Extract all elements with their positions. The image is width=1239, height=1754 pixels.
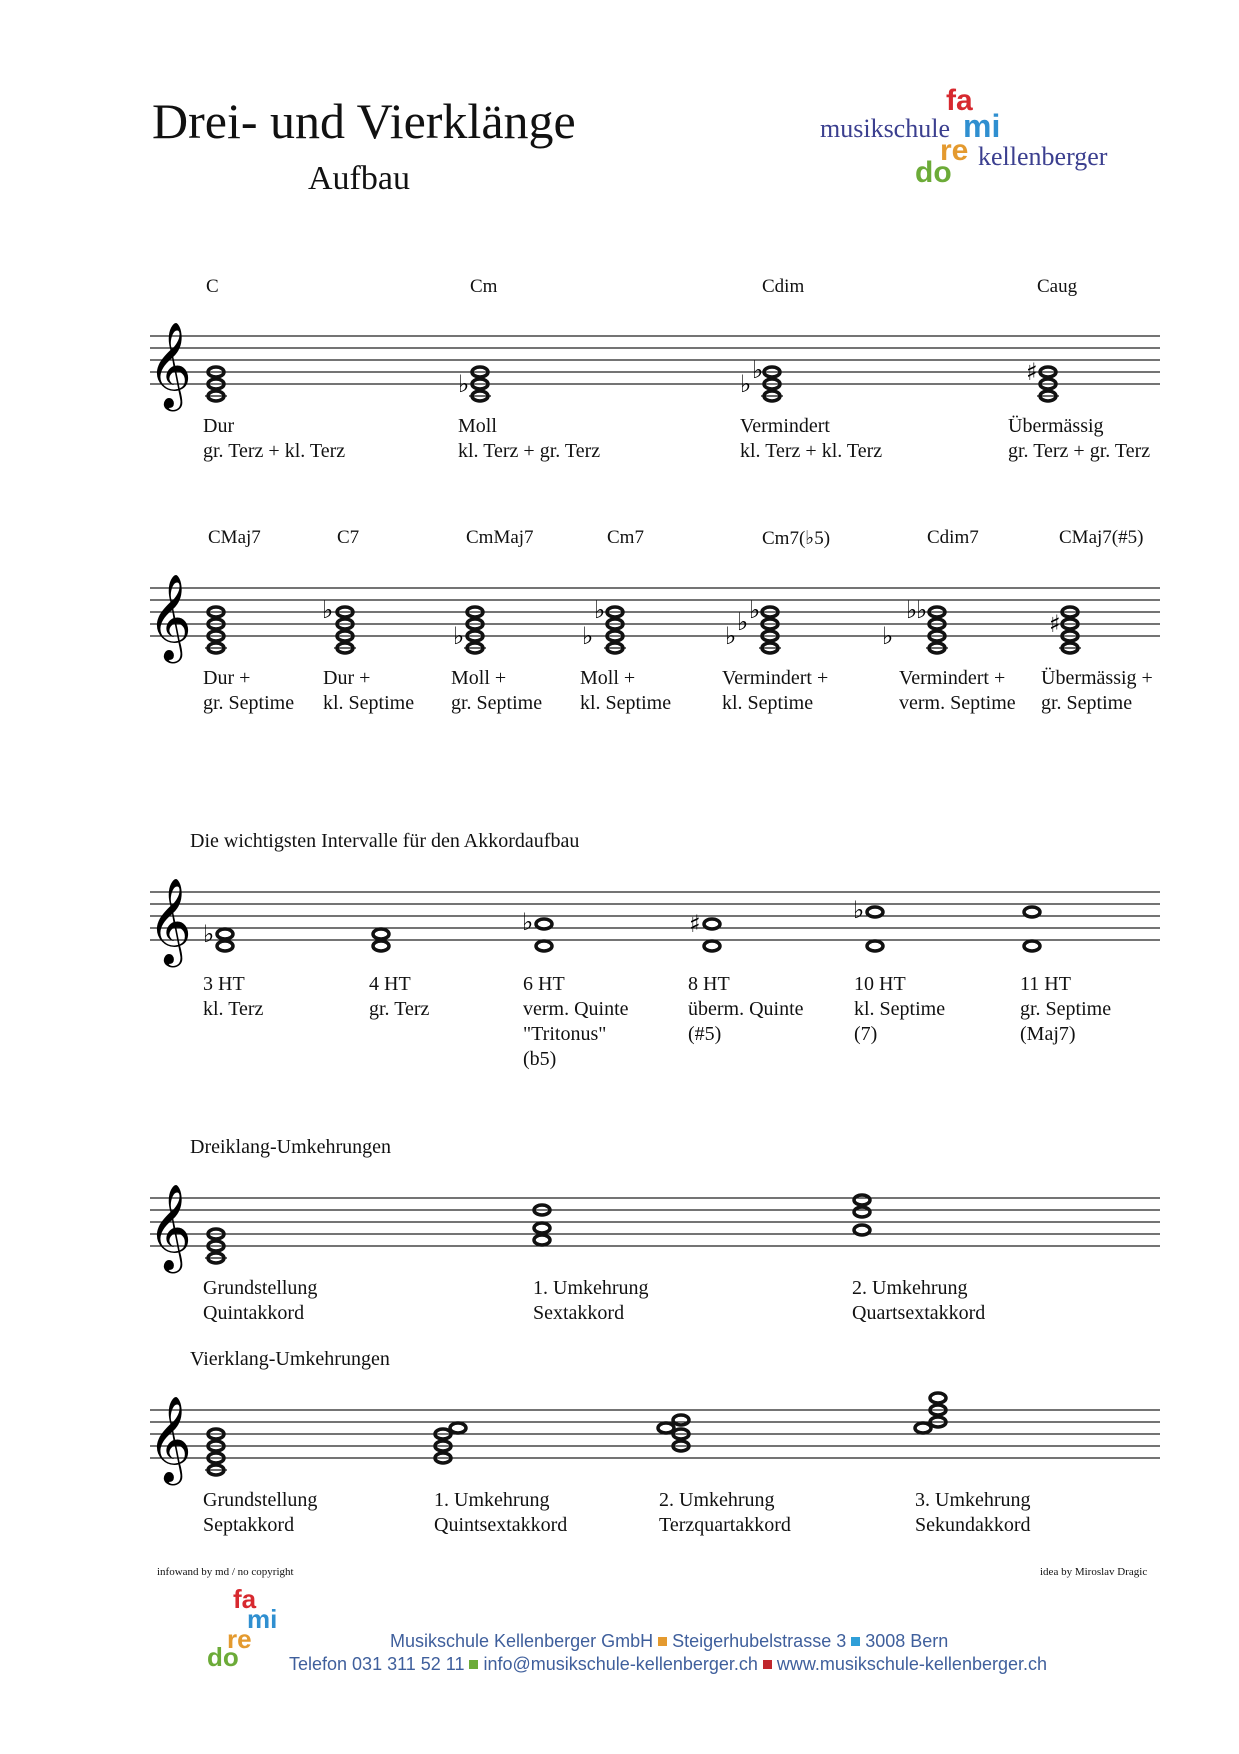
chord-label: Moll + gr. Septime — [451, 667, 543, 714]
treble-clef-icon: 𝄞 — [148, 1396, 192, 1482]
footer-line-1 — [390, 1631, 948, 1652]
footer-city: 3008 Bern — [865, 1631, 949, 1651]
flat-icon: ♭ — [453, 622, 465, 650]
chord-name: CMaj7(#5) — [1059, 527, 1144, 548]
square-icon — [851, 1637, 860, 1646]
footer-phone: Telefon 031 311 52 11 — [289, 1654, 465, 1674]
inversion-label: 2. Umkehrung Quartsextakkord — [852, 1277, 986, 1324]
chord-label: Moll kl. Terz + gr. Terz — [458, 415, 601, 462]
flat-icon: ♭ — [322, 596, 334, 624]
chord-label: Moll + kl. Septime — [580, 667, 672, 714]
chord-label: Dur + kl. Septime — [323, 667, 415, 714]
page-title: Drei- und Vierklänge — [152, 93, 576, 149]
treble-clef-icon: 𝄞 — [148, 574, 192, 660]
chord-name: Cdim — [762, 276, 805, 297]
flat-icon: ♭ — [203, 920, 215, 948]
flat-icon: ♭ — [752, 356, 764, 384]
chord-notes — [205, 607, 227, 653]
chord-notes — [205, 1429, 227, 1475]
logo-school: musikschule — [820, 114, 950, 143]
chord-label: Vermindert kl. Terz + kl. Terz — [740, 415, 883, 462]
chord-notes — [604, 607, 626, 653]
flat-icon: ♭ — [725, 622, 737, 650]
chord-label: Übermässig gr. Terz + gr. Terz — [1008, 415, 1151, 462]
chord-notes — [1059, 607, 1081, 653]
chord-name: C7 — [337, 527, 360, 548]
chord-name: Cm — [470, 276, 498, 297]
credit-left: infowand by md / no copyright — [157, 1566, 294, 1578]
square-icon — [469, 1660, 478, 1669]
section-heading-triad-inversions: Dreiklang-Umkehrungen — [190, 1136, 392, 1158]
interval-label: 3 HT kl. Terz — [203, 973, 264, 1020]
treble-clef-icon: 𝄞 — [148, 878, 192, 964]
chord-name: CmMaj7 — [466, 527, 534, 548]
interval-notes — [1024, 907, 1040, 951]
chord-notes — [435, 1423, 466, 1463]
inversion-label: Grundstellung Quintakkord — [203, 1277, 318, 1324]
chord-label: Vermindert + kl. Septime — [722, 667, 829, 714]
interval-label: 6 HT verm. Quinte "Tritonus" (b5) — [523, 973, 629, 1070]
flat-icon: ♭ — [740, 370, 752, 398]
interval-label: 11 HT gr. Septime (Maj7) — [1020, 973, 1112, 1045]
footer-line-2 — [289, 1654, 1047, 1675]
logo-fa: fa — [946, 84, 973, 117]
footer-email[interactable]: info@musikschule-kellenberger.ch — [483, 1654, 758, 1674]
chord-notes — [334, 607, 356, 653]
interval-label: 4 HT gr. Terz — [369, 973, 430, 1020]
chord-name: Caug — [1037, 276, 1078, 297]
staff-seventh-inversions — [0, 1384, 1239, 1484]
inversion-label: 1. Umkehrung Sextakkord — [533, 1277, 649, 1324]
staff-triad-inversions — [0, 1172, 1239, 1272]
chord-label: Übermässig + gr. Septime — [1041, 667, 1153, 714]
flat-icon: ♭ — [853, 896, 865, 924]
interval-label: 10 HT kl. Septime (7) — [854, 973, 946, 1045]
chord-name: Cm7(♭5) — [762, 528, 831, 549]
footer-website[interactable]: www.musikschule-kellenberger.ch — [776, 1654, 1048, 1674]
section-heading-seventh-inversions: Vierklang-Umkehrungen — [190, 1348, 390, 1370]
flat-icon: ♭ — [882, 622, 894, 650]
chord-notes — [915, 1393, 946, 1433]
chord-name: Cm7 — [607, 527, 644, 548]
flat-icon: ♭ — [916, 596, 928, 624]
square-icon — [658, 1637, 667, 1646]
interval-label: 8 HT überm. Quinte (#5) — [688, 973, 804, 1045]
logo-mi: mi — [247, 1604, 278, 1634]
chord-notes — [759, 607, 781, 653]
treble-clef-icon: 𝄞 — [148, 322, 192, 408]
inversion-label: 1. Umkehrung Quintsextakkord — [434, 1489, 568, 1536]
logo-re: re — [227, 1624, 252, 1654]
chord-name: Cdim7 — [927, 527, 979, 548]
chord-label: Dur + gr. Septime — [203, 667, 295, 714]
logo-fa: fa — [233, 1584, 257, 1614]
logo-name: kellenberger — [978, 142, 1108, 171]
flat-icon: ♭ — [522, 908, 534, 936]
flat-icon: ♭ — [458, 370, 470, 398]
footer-logo — [205, 1584, 295, 1674]
page-subtitle: Aufbau — [308, 160, 410, 197]
logo-mi: mi — [963, 108, 1001, 144]
flat-icon: ♭ — [582, 622, 594, 650]
sharp-icon: ♯ — [1049, 610, 1061, 638]
flat-icon: ♭ — [749, 596, 761, 624]
sharp-icon: ♯ — [689, 910, 701, 938]
inversion-label: Grundstellung Septakkord — [203, 1489, 318, 1536]
interval-notes — [867, 907, 883, 951]
school-logo — [820, 84, 1120, 194]
section-heading-intervals: Die wichtigsten Intervalle für den Akkordaufbau — [190, 830, 580, 852]
chord-notes — [534, 1205, 550, 1245]
sharp-icon: ♯ — [1026, 358, 1038, 386]
chord-name: C — [206, 276, 219, 297]
chord-notes — [854, 1195, 870, 1235]
logo-re: re — [940, 134, 969, 167]
chord-name: CMaj7 — [208, 527, 261, 548]
interval-notes — [536, 919, 552, 951]
staff-sevenths — [0, 562, 1239, 662]
flat-icon: ♭ — [737, 608, 749, 636]
logo-do: do — [915, 156, 952, 189]
inversion-label: 3. Umkehrung Sekundakkord — [915, 1489, 1031, 1536]
inversion-label: 2. Umkehrung Terzquartakkord — [659, 1489, 791, 1536]
chord-label: Dur gr. Terz + kl. Terz — [203, 415, 346, 462]
chord-label: Vermindert + verm. Septime — [899, 667, 1016, 714]
flat-icon: ♭ — [906, 596, 918, 624]
treble-clef-icon: 𝄞 — [148, 1184, 192, 1270]
staff-intervals — [0, 866, 1239, 966]
staff-triads — [0, 310, 1239, 410]
logo-do: do — [207, 1642, 239, 1672]
flat-icon: ♭ — [594, 596, 606, 624]
chord-notes — [464, 607, 486, 653]
chord-notes — [926, 607, 948, 653]
square-icon — [763, 1660, 772, 1669]
credit-right: idea by Miroslav Dragic — [1040, 1566, 1148, 1578]
interval-notes — [704, 919, 720, 951]
footer-street: Steigerhubelstrasse 3 — [672, 1631, 847, 1651]
footer-company: Musikschule Kellenberger GmbH — [390, 1631, 654, 1651]
